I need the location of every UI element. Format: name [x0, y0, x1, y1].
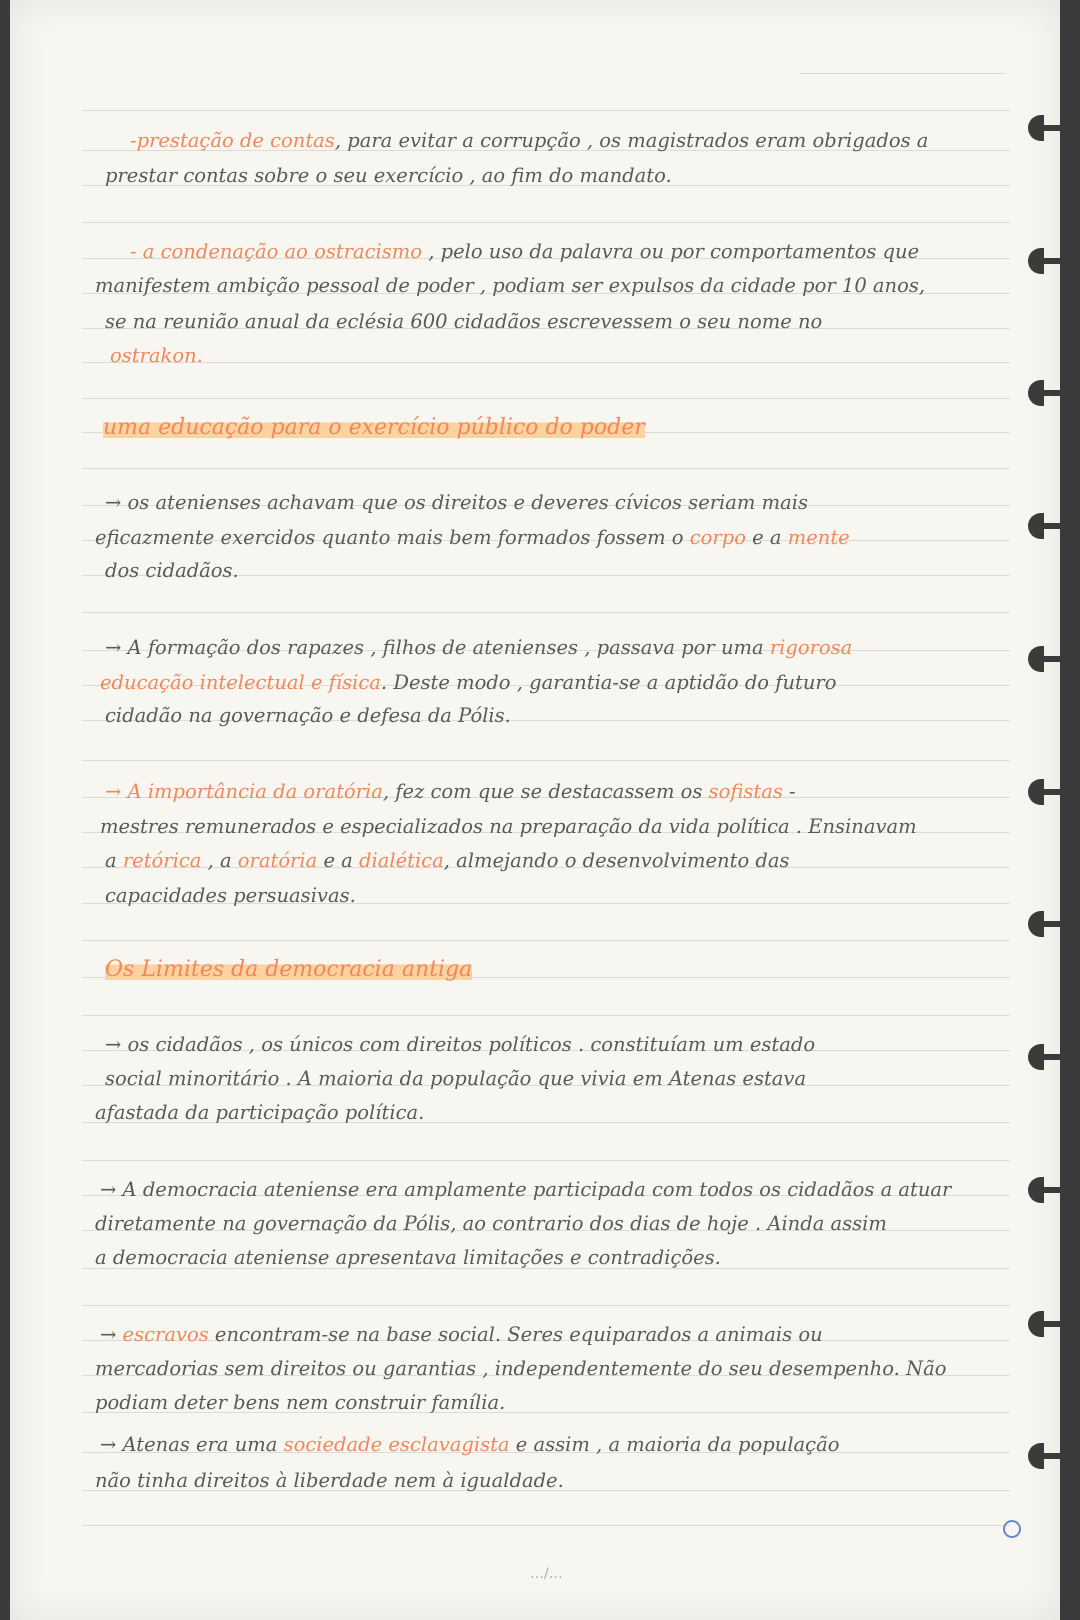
section-heading: Os Limites da democracia antiga [105, 957, 473, 982]
ruled-line [82, 940, 1010, 941]
binder-ring-icon [1028, 510, 1080, 540]
stamp-icon [1003, 1520, 1021, 1538]
ruled-line [82, 362, 1010, 363]
note-line: afastada da participação política. [95, 1101, 425, 1124]
note-line: a retórica , a oratória e a dialética, almejando o desenvolvimento das [105, 849, 790, 872]
binder-ring-icon [1028, 776, 1080, 806]
note-line: prestar contas sobre o seu exercício , ao fim do mandato. [105, 164, 672, 187]
ruled-line [82, 222, 1010, 223]
ruled-line [82, 1015, 1010, 1016]
ruled-line [82, 1305, 1010, 1306]
note-line: diretamente na governação da Pólis, ao contrario dos dias de hoje . Ainda assim [95, 1212, 887, 1235]
section-heading: uma educação para o exercício público do poder [103, 415, 645, 440]
note-line: mercadorias sem direitos ou garantias , independentemente do seu desempenho. Não [95, 1357, 947, 1380]
binder-ring-icon [1028, 112, 1080, 142]
term-highlight: -prestação de contas [130, 129, 335, 152]
note-line: a democracia ateniense apresentava limitações e contradições. [95, 1246, 721, 1269]
ruled-line [82, 1160, 1010, 1161]
ruled-line [82, 612, 1010, 613]
note-line: não tinha direitos à liberdade nem à igualdade. [95, 1469, 564, 1492]
note-line: social minoritário . A maioria da população que vivia em Atenas estava [105, 1067, 807, 1090]
ruled-line [82, 760, 1010, 761]
ruled-line [82, 468, 1010, 469]
note-line: → os atenienses achavam que os direitos e deveres cívicos seriam mais [105, 491, 808, 514]
note-line: ostrakon. [110, 344, 203, 367]
term-highlight: - a condenação ao ostracismo [130, 240, 423, 263]
ruled-line [82, 398, 1010, 399]
ruled-line [82, 1525, 1010, 1526]
page-marker: …/… [530, 1566, 563, 1582]
note-line: → A democracia ateniense era amplamente participada com todos os cidadãos a atuar [100, 1178, 952, 1201]
binder-ring-icon [1028, 1041, 1080, 1071]
note-line: capacidades persuasivas. [105, 884, 356, 907]
binder-ring-icon [1028, 1440, 1080, 1470]
note-line: -prestação de contas, para evitar a corrupção , os magistrados eram obrigados a [130, 129, 929, 152]
note-line: → os cidadãos , os únicos com direitos políticos . constituíam um estado [105, 1033, 816, 1056]
note-line: se na reunião anual da eclésia 600 cidadãos escrevessem o seu nome no [105, 310, 823, 333]
note-line: educação intelectual e física. Deste modo , garantia-se a aptidão do futuro [100, 671, 837, 694]
note-line: → A importância da oratória, fez com que se destacassem os sofistas - [105, 780, 796, 803]
note-line: → Atenas era uma sociedade esclavagista e assim , a maioria da população [100, 1433, 840, 1456]
binder-ring-icon [1028, 643, 1080, 673]
note-line: - a condenação ao ostracismo , pelo uso da palavra ou por comportamentos que [130, 240, 920, 263]
note-line: podiam deter bens nem construir família. [95, 1391, 506, 1414]
note-line: → A formação dos rapazes , filhos de atenienses , passava por uma rigorosa [105, 636, 853, 659]
note-line: cidadão na governação e defesa da Pólis. [105, 704, 511, 727]
binder-rings [1028, 0, 1080, 1620]
binder-ring-icon [1028, 1308, 1080, 1338]
note-line: mestres remunerados e especializados na preparação da vida política . Ensinavam [100, 815, 917, 838]
binder-ring-icon [1028, 377, 1080, 407]
note-line: → escravos encontram-se na base social. Seres equiparados a animais ou [100, 1323, 823, 1346]
note-line: dos cidadãos. [105, 559, 239, 582]
binder-ring-icon [1028, 908, 1080, 938]
note-line: manifestem ambição pessoal de poder , podiam ser expulsos da cidade por 10 anos, [95, 274, 926, 297]
note-line: eficazmente exercidos quanto mais bem formados fossem o corpo e a mente [95, 526, 850, 549]
notebook-page [10, 0, 1060, 1620]
ruled-line [82, 110, 1010, 111]
binder-ring-icon [1028, 245, 1080, 275]
binder-ring-icon [1028, 1174, 1080, 1204]
